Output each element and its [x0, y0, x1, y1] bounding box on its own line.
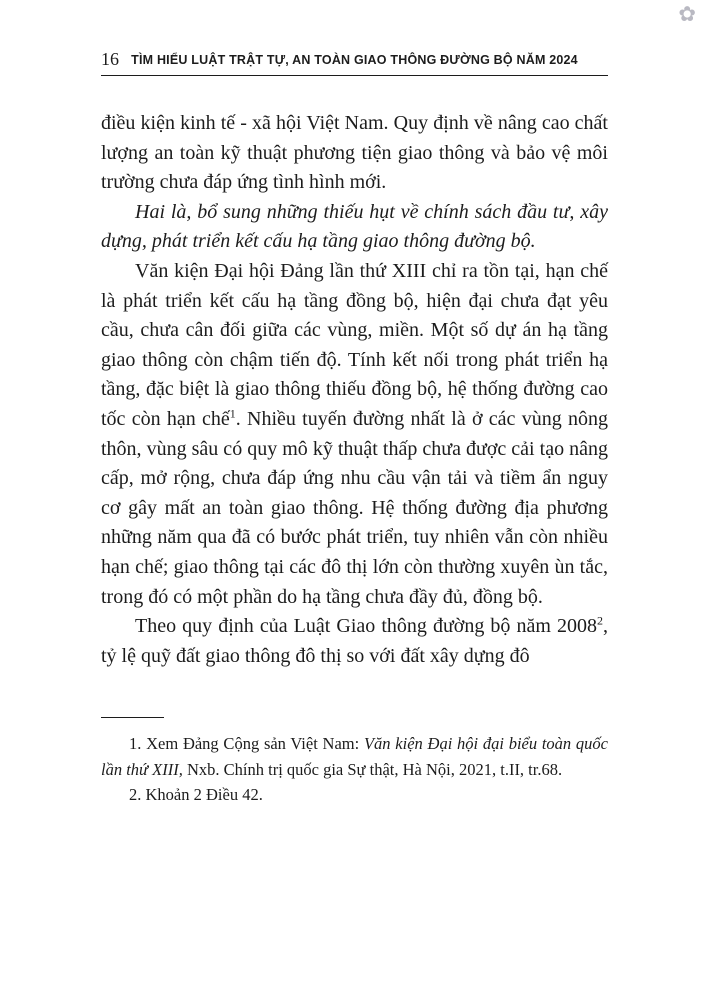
footnote: 2. Khoản 2 Điều 42.: [129, 784, 263, 804]
paragraph: Hai là, bổ sung những thiếu hụt về chính sách đầu tư, xây dựng, phát triển kết cấu hạ tầng giao thông đường bộ.: [101, 200, 608, 253]
header-rule: [101, 75, 608, 76]
body-text: [101, 109, 608, 671]
footnote-separator: [101, 717, 164, 718]
footnote: 1. Xem Đảng Cộng sản Việt Nam: Văn kiện Đại hội đại biểu toàn quốc lần thứ XIII, Nxb. Chính trị quốc gia Sự thật, Hà Nội, 2021, t.II, tr.68.: [101, 734, 609, 779]
running-header-title: TÌM HIỂU LUẬT TRẬT TỰ, AN TOÀN GIAO THÔNG ĐƯỜNG BỘ NĂM 2024: [131, 53, 578, 67]
flower-icon: ✿: [678, 2, 696, 26]
footnotes: [101, 731, 608, 807]
paragraph: Theo quy định của Luật Giao thông đường bộ năm 2008$^2$, tỷ lệ quỹ đất giao thông đô thị so với đất xây dựng đô: [101, 613, 608, 667]
page-number: 16: [101, 49, 119, 69]
page-header: [101, 46, 608, 68]
paragraph: Văn kiện Đại hội Đảng lần thứ XIII chỉ ra tồn tại, hạn chế là phát triển kết cấu hạ tầng đồng bộ, hiện đại chưa đạt yêu cầu, chưa cân đối giữa các vùng, miền. Một số dự án hạ tầng giao thông còn chậm tiến độ. Tính kết nối trong phát triển hạ tầng, đặc biệt là giao thông thiếu đồng bộ, hệ thống đường cao tốc còn hạn chế$^1$. Nhiều tuyến đường nhất là ở các vùng nông thôn, vùng sâu có quy mô kỹ thuật thấp chưa được cải tạo nâng cấp, mở rộng, chưa đáp ứng nhu cầu vận tải và tiềm ẩn nguy cơ gây mất an toàn giao thông. Hệ thống đường địa phương những năm qua đã có bước phát triển, tuy nhiên vẫn còn nhiều hạn chế; giao thông tại các đô thị lớn còn thường xuyên ùn tắc, trong đó có một phần do hạ tầng chưa đầy đủ, đồng bộ.: [101, 259, 608, 608]
footnote-reference: 2: [597, 613, 603, 628]
paragraph: điều kiện kinh tế - xã hội Việt Nam. Quy định về nâng cao chất lượng an toàn kỹ thuật phương tiện giao thông và bảo vệ môi trường chưa đáp ứng tình hình mới.: [101, 112, 608, 194]
footnote-reference: 1: [229, 406, 236, 421]
